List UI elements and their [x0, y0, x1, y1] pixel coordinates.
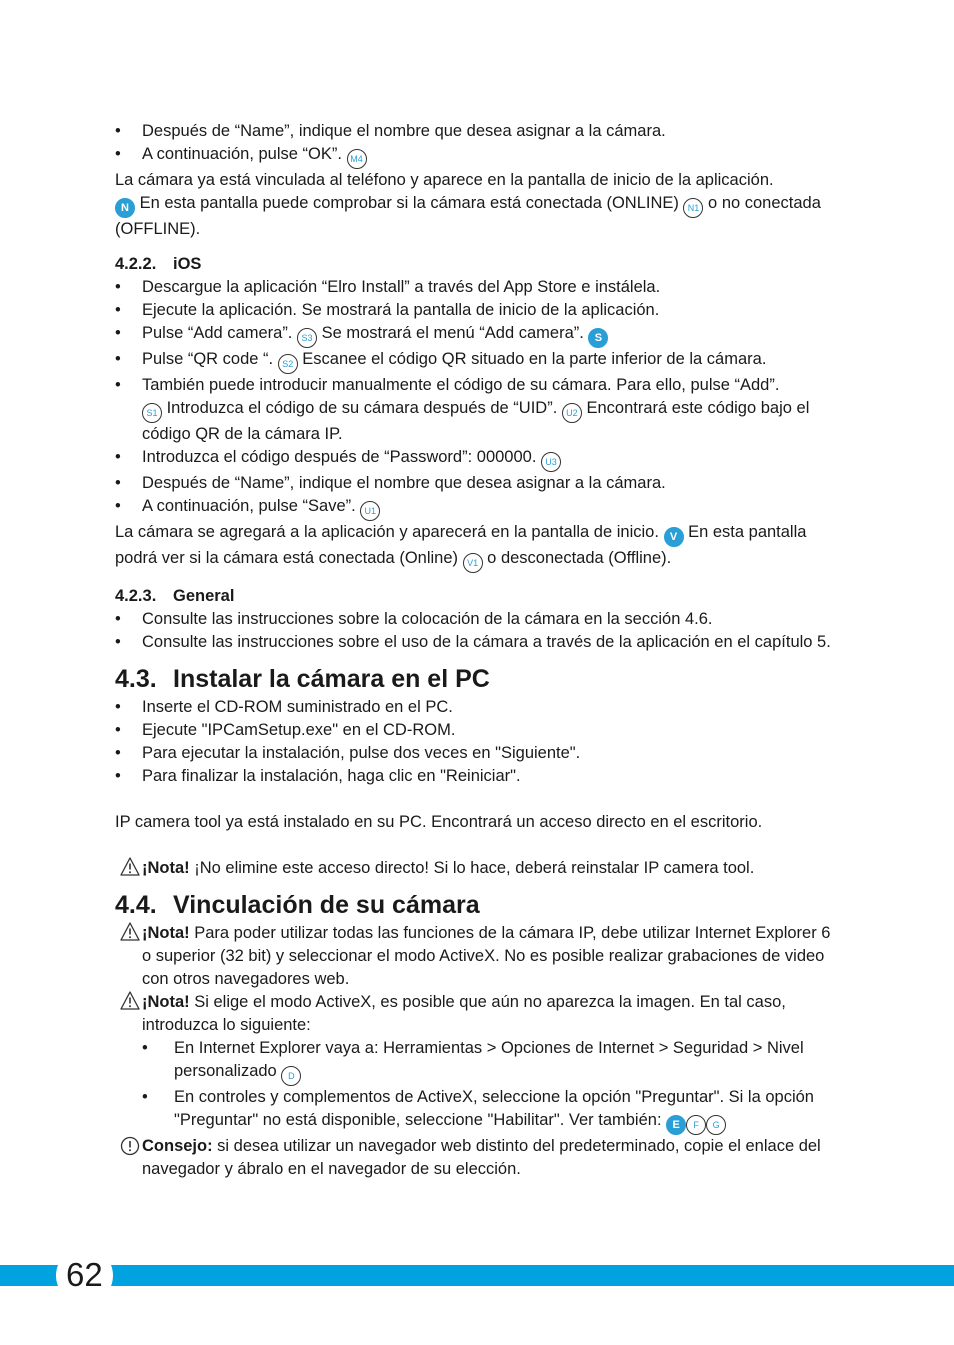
- page-number: 62: [66, 1256, 103, 1293]
- callout-icon: S1: [142, 403, 162, 423]
- list-item: • Para ejecutar la instalación, pulse dos veces en "Siguiente".: [115, 742, 840, 765]
- subsection-heading: 4.2.2. iOS: [115, 255, 202, 273]
- list-item: • Después de “Name”, indique el nombre que desea asignar a la cámara.: [115, 120, 840, 143]
- callout-icon: V: [664, 527, 684, 547]
- paragraph: La cámara se agregará a la aplicación y aparecerá en la pantalla de inicio. V En esta pantalla podrá ver si la cámara está conectada (Online) V1 o desconectada (Offline).: [115, 521, 840, 573]
- list-item: • Inserte el CD-ROM suministrado en el PC.: [115, 696, 840, 719]
- callout-icon: S2: [278, 354, 298, 374]
- list-item: • En controles y complementos de ActiveX, seleccione la opción "Preguntar". Si la opción "Preguntar" no está disponible, seleccione "Habilitar". Ver también: E F G: [115, 1086, 840, 1135]
- list-item: • También puede introducir manualmente el código de su cámara. Para ello, pulse “Add”. S1 Introduzca el código de su cámara después de “UID”. U2 Encontrará este código bajo el código QR de la cámara IP.: [115, 374, 840, 446]
- page-number-bracket-right: [107, 1265, 117, 1286]
- list-item: • A continuación, pulse “OK”. M4: [115, 143, 840, 169]
- exclamation-icon: [120, 1136, 140, 1156]
- list-item: • Consulte las instrucciones sobre la colocación de la cámara en la sección 4.6.: [115, 608, 840, 631]
- footer-bar-left: [0, 1265, 52, 1286]
- section-heading: 4.4. Vinculación de su cámara: [115, 891, 480, 919]
- callout-icon: U3: [541, 452, 561, 472]
- list-item: • Pulse “Add camera”. S3 Se mostrará el menú “Add camera”. S: [115, 322, 840, 348]
- callout-icon: N1: [683, 198, 703, 218]
- callout-icon: V1: [463, 553, 483, 573]
- callout-icon: N: [115, 198, 135, 218]
- paragraph: La cámara ya está vinculada al teléfono y aparece en la pantalla de inicio de la aplicación. N En esta pantalla puede comprobar si la cámara está conectada (ONLINE) N1 o no conectada (OFFLINE).: [115, 171, 821, 238]
- warning-icon: [120, 857, 140, 876]
- list-item: • Pulse “QR code “. S2 Escanee el código QR situado en la parte inferior de la cámara.: [115, 348, 840, 374]
- list-item: • Ejecute la aplicación. Se mostrará la pantalla de inicio de la aplicación.: [115, 299, 840, 322]
- section-heading: 4.3. Instalar la cámara en el PC: [115, 665, 490, 693]
- warning-icon: [120, 922, 140, 941]
- list-item: • Para finalizar la instalación, haga clic en "Reiniciar".: [115, 765, 840, 788]
- list-item: • A continuación, pulse “Save”. U1: [115, 495, 840, 521]
- page-content: [115, 120, 840, 1181]
- callout-icon: E: [666, 1115, 686, 1135]
- callout-icon: S: [588, 328, 608, 348]
- callout-icon: U1: [360, 501, 380, 521]
- list-item: • En Internet Explorer vaya a: Herramientas > Opciones de Internet > Seguridad > Nivel personalizado D: [115, 1037, 840, 1086]
- callout-icon: U2: [562, 403, 582, 423]
- callout-icon: S3: [297, 328, 317, 348]
- subsection-heading: 4.2.3. General: [115, 587, 235, 605]
- list-item: • Después de “Name”, indique el nombre que desea asignar a la cámara.: [115, 472, 840, 495]
- tip: Consejo: si desea utilizar un navegador web distinto del predeterminado, copie el enlace del navegador y ábralo en el navegador de su elección.: [115, 1135, 840, 1181]
- paragraph: IP camera tool ya está instalado en su PC. Encontrará un acceso directo en el escritorio.: [115, 813, 763, 831]
- callout-icon: F: [686, 1115, 706, 1135]
- warning-icon: [120, 991, 140, 1010]
- footer-bar-right: [117, 1265, 954, 1286]
- list-item: • Ejecute "IPCamSetup.exe" en el CD-ROM.: [115, 719, 840, 742]
- callout-icon: G: [706, 1115, 726, 1135]
- callout-icon: D: [281, 1066, 301, 1086]
- page-number-bracket-left: [52, 1265, 62, 1286]
- note: ¡Nota! Para poder utilizar todas las funciones de la cámara IP, debe utilizar Internet Explorer 6 o superior (32 bit) y seleccionar el modo ActiveX. No es posible realizar grabaciones de video con otros navegadores web.: [115, 922, 840, 991]
- note: ¡Nota! Si elige el modo ActiveX, es posible que aún no aparezca la imagen. En tal caso, introduzca lo siguiente:: [115, 991, 840, 1037]
- note: ¡Nota! ¡No elimine este acceso directo! Si lo hace, deberá reinstalar IP camera tool.: [115, 857, 840, 880]
- callout-icon: M4: [347, 149, 367, 169]
- list-item: • Descargue la aplicación “Elro Install” a través del App Store e instálela.: [115, 276, 840, 299]
- list-item: • Introduzca el código después de “Password”: 000000. U3: [115, 446, 840, 472]
- list-item: • Consulte las instrucciones sobre el uso de la cámara a través de la aplicación en el capítulo 5.: [115, 631, 840, 654]
